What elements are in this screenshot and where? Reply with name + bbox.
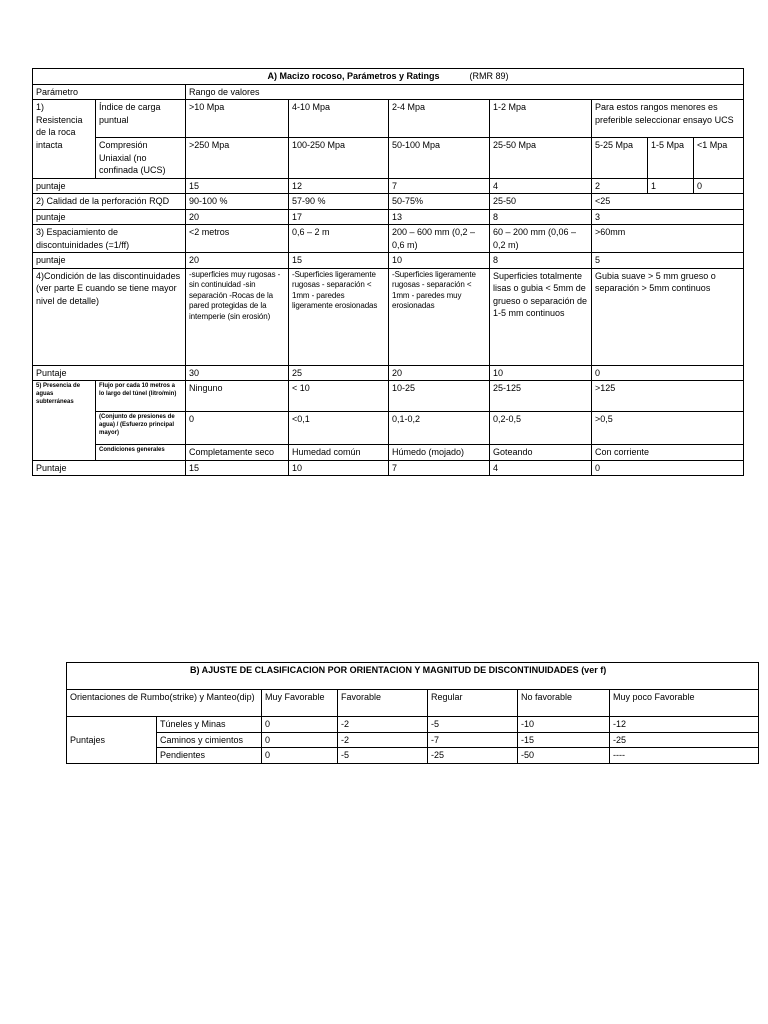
table-cell: 10-25 bbox=[389, 381, 490, 412]
table-cell: 3 bbox=[592, 209, 744, 225]
table-cell: Ninguno bbox=[186, 381, 289, 412]
table-cell: < 10 bbox=[289, 381, 389, 412]
p5-label: 5) Presencia de aguas subterráneas bbox=[33, 381, 96, 461]
rmr-parameters-table bbox=[32, 68, 744, 476]
column-header: Favorable bbox=[338, 690, 428, 717]
table-row bbox=[33, 225, 744, 253]
table-cell: Completamente seco bbox=[186, 445, 289, 461]
table-cell: 90-100 % bbox=[186, 194, 289, 210]
table-cell: <2 metros bbox=[186, 225, 289, 253]
p1-sub1-label: Índice de carga puntual bbox=[96, 100, 186, 138]
p3-label: 3) Espaciamiento de discontuinidades (=1/ff) bbox=[33, 225, 186, 253]
table-a-title-row bbox=[33, 69, 744, 85]
table-cell: 30 bbox=[186, 365, 289, 381]
table-cell: 0,6 – 2 m bbox=[289, 225, 389, 253]
table-row bbox=[33, 268, 744, 365]
table-row bbox=[33, 138, 744, 179]
table-cell: 60 – 200 mm (0,06 – 0,2 m) bbox=[490, 225, 592, 253]
column-header: Muy poco Favorable bbox=[610, 690, 759, 717]
table-row bbox=[67, 717, 759, 733]
table-row bbox=[67, 732, 759, 748]
table-cell: 4 bbox=[490, 178, 592, 194]
table-cell: 0 bbox=[262, 748, 338, 764]
table-b-title bbox=[67, 663, 759, 690]
table-cell: >0,5 bbox=[592, 412, 744, 445]
table-cell: -50 bbox=[518, 748, 610, 764]
p1-label: 1) Resistencia de la roca intacta bbox=[33, 100, 96, 179]
table-cell: 13 bbox=[389, 209, 490, 225]
table-cell: Gubia suave > 5 mm grueso o separación > 5mm continuos bbox=[592, 268, 744, 365]
table-cell: 2-4 Mpa bbox=[389, 100, 490, 138]
table-cell: >125 bbox=[592, 381, 744, 412]
table-cell: Con corriente bbox=[592, 445, 744, 461]
table-cell: -2 bbox=[338, 717, 428, 733]
table-cell: Goteando bbox=[490, 445, 592, 461]
table-cell: 50-75% bbox=[389, 194, 490, 210]
score-label: puntaje bbox=[33, 209, 186, 225]
table-row bbox=[33, 178, 744, 194]
table-a-title bbox=[33, 69, 744, 85]
table-cell: >60mm bbox=[592, 225, 744, 253]
table-cell: 25-50 Mpa bbox=[490, 138, 592, 179]
table-cell: 25-125 bbox=[490, 381, 592, 412]
table-cell: 0 bbox=[262, 732, 338, 748]
p5-sub3-label: Condiciones generales bbox=[96, 445, 186, 461]
table-a-title-text: A) Macizo rocoso, Parámetros y Ratings bbox=[267, 71, 440, 81]
table-cell: 10 bbox=[389, 253, 490, 269]
table-cell: -Superficies ligeramente rugosas - separación < 1mm - paredes ligeramente erosionadas bbox=[289, 268, 389, 365]
param-header: Parámetro bbox=[33, 84, 186, 100]
p4-label: 4)Condición de las discontinuidades (ver parte E cuando se tiene mayor nivel de detalle) bbox=[33, 268, 186, 365]
table-row bbox=[33, 460, 744, 476]
table-cell: 10 bbox=[490, 365, 592, 381]
row-label: Caminos y cimientos bbox=[157, 732, 262, 748]
table-cell: 8 bbox=[490, 209, 592, 225]
scores-group-label: Puntajes bbox=[67, 717, 157, 764]
table-a-title-ref: (RMR 89) bbox=[469, 71, 509, 81]
table-cell: 20 bbox=[389, 365, 490, 381]
table-cell: >10 Mpa bbox=[186, 100, 289, 138]
table-cell: -25 bbox=[428, 748, 518, 764]
table-cell: 0 bbox=[592, 460, 744, 476]
table-cell: 50-100 Mpa bbox=[389, 138, 490, 179]
score-label: Puntaje bbox=[33, 460, 186, 476]
table-cell: 4 bbox=[490, 460, 592, 476]
table-cell: 7 bbox=[389, 178, 490, 194]
orientation-header: Orientaciones de Rumbo(strike) y Manteo(dip) bbox=[67, 690, 262, 717]
table-cell: -12 bbox=[610, 717, 759, 733]
table-cell: 15 bbox=[186, 178, 289, 194]
p1-sub2-label: Compresión Uniaxial (no confinada (UCS) bbox=[96, 138, 186, 179]
table-row bbox=[33, 365, 744, 381]
table-cell: 2 bbox=[592, 178, 648, 194]
table-cell: 7 bbox=[389, 460, 490, 476]
table-cell: ---- bbox=[610, 748, 759, 764]
table-b-header-row bbox=[67, 690, 759, 717]
range-header: Rango de valores bbox=[186, 84, 744, 100]
table-b-title-text: B) AJUSTE DE CLASIFICACION POR ORIENTACION Y MAGNITUD DE DISCONTINUIDADES (ver f) bbox=[190, 665, 607, 675]
table-cell: -15 bbox=[518, 732, 610, 748]
table-cell: 4-10 Mpa bbox=[289, 100, 389, 138]
table-cell: 5 bbox=[592, 253, 744, 269]
table-cell: 1 bbox=[648, 178, 694, 194]
score-label: puntaje bbox=[33, 178, 186, 194]
table-cell: 10 bbox=[289, 460, 389, 476]
table-cell: 0 bbox=[694, 178, 744, 194]
table-row bbox=[33, 100, 744, 138]
table-cell: <0,1 bbox=[289, 412, 389, 445]
table-a-header-row bbox=[33, 84, 744, 100]
score-label: puntaje bbox=[33, 253, 186, 269]
table-cell: -10 bbox=[518, 717, 610, 733]
table-cell: Humedad común bbox=[289, 445, 389, 461]
p2-label: 2) Calidad de la perforación RQD bbox=[33, 194, 186, 210]
table-cell: 0 bbox=[186, 412, 289, 445]
table-cell: 17 bbox=[289, 209, 389, 225]
table-cell: 8 bbox=[490, 253, 592, 269]
table-cell: -25 bbox=[610, 732, 759, 748]
column-header: Regular bbox=[428, 690, 518, 717]
table-cell: 12 bbox=[289, 178, 389, 194]
table-cell: -Superficies ligeramente rugosas - separación < 1mm - paredes muy erosionadas bbox=[389, 268, 490, 365]
orientation-adjustment-table bbox=[66, 662, 759, 764]
table-cell: Húmedo (mojado) bbox=[389, 445, 490, 461]
table-cell: Para estos rangos menores es preferible seleccionar ensayo UCS bbox=[592, 100, 744, 138]
table-cell: -5 bbox=[428, 717, 518, 733]
table-cell: Superficies totalmente lisas o gubia < 5mm de grueso o separación de 1-5 mm continuos bbox=[490, 268, 592, 365]
table-cell: 0 bbox=[262, 717, 338, 733]
row-label: Túneles y Minas bbox=[157, 717, 262, 733]
table-row bbox=[33, 253, 744, 269]
table-cell: 57-90 % bbox=[289, 194, 389, 210]
table-cell: 15 bbox=[289, 253, 389, 269]
table-cell: <25 bbox=[592, 194, 744, 210]
table-cell: 1-2 Mpa bbox=[490, 100, 592, 138]
table-cell: 0,1-0,2 bbox=[389, 412, 490, 445]
table-cell: 25-50 bbox=[490, 194, 592, 210]
table-cell: 20 bbox=[186, 209, 289, 225]
table-row bbox=[33, 445, 744, 461]
table-cell: -5 bbox=[338, 748, 428, 764]
table-row bbox=[67, 748, 759, 764]
table-cell: 200 – 600 mm (0,2 – 0,6 m) bbox=[389, 225, 490, 253]
column-header: No favorable bbox=[518, 690, 610, 717]
table-cell: 5-25 Mpa bbox=[592, 138, 648, 179]
table-row bbox=[33, 209, 744, 225]
table-cell: 0 bbox=[592, 365, 744, 381]
table-cell: <1 Mpa bbox=[694, 138, 744, 179]
p5-sub2-label: (Conjunto de presiones de agua) / (Esfuerzo principal mayor) bbox=[96, 412, 186, 445]
table-b-title-row bbox=[67, 663, 759, 690]
table-cell: >250 Mpa bbox=[186, 138, 289, 179]
table-cell: -7 bbox=[428, 732, 518, 748]
table-row bbox=[33, 412, 744, 445]
p5-sub1-label: Flujo por cada 10 metros a lo largo del túnel (litro/min) bbox=[96, 381, 186, 412]
table-cell: -superficies muy rugosas -sin continuidad -sin separación -Rocas de la pared protegidas de la intemperie (sin erosión) bbox=[186, 268, 289, 365]
table-cell: 0,2-0,5 bbox=[490, 412, 592, 445]
row-label: Pendientes bbox=[157, 748, 262, 764]
table-cell: -2 bbox=[338, 732, 428, 748]
table-row bbox=[33, 194, 744, 210]
table-cell: 25 bbox=[289, 365, 389, 381]
score-label: Puntaje bbox=[33, 365, 186, 381]
table-cell: 100-250 Mpa bbox=[289, 138, 389, 179]
table-cell: 15 bbox=[186, 460, 289, 476]
table-row bbox=[33, 381, 744, 412]
column-header: Muy Favorable bbox=[262, 690, 338, 717]
table-cell: 1-5 Mpa bbox=[648, 138, 694, 179]
table-cell: 20 bbox=[186, 253, 289, 269]
